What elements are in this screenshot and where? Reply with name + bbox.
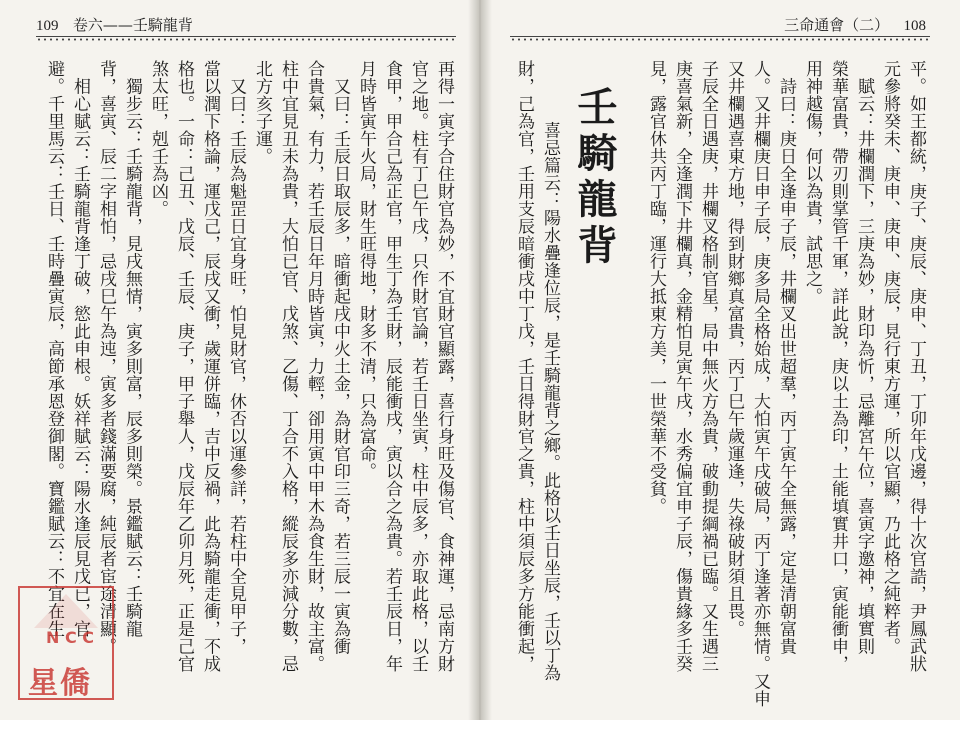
left-column: 柱中宜見丑未為貴，大怕已官、戊煞、乙傷、丁合不入格，縱辰多亦減分數，忌 [278,60,298,673]
right-header-dots [510,38,930,41]
left-column: 再得一寅字合住財官為妙，不宜財官顯露，喜行身旺及傷官、食神運，忌南方財 [434,60,454,673]
section-title: 壬騎龍背 [571,86,617,270]
right-running-header [784,14,926,35]
left-column: 當以潤下格論，運戊己，辰戌又衝，歲運併臨，吉中反禍，此為騎龍走衝，不成 [200,60,220,673]
left-header-title: 卷六——壬騎龍背 [72,16,193,34]
left-column: 相心賦云：壬騎龍背逢丁破，慾此申根。妖祥賦云：陽水逢辰見戊已，官 [70,60,90,638]
left-column: 官之地。柱有丁巳午戌，只作財官論，若壬日坐寅，柱中辰多，亦取此格，以壬 [408,60,428,673]
right-header-rule [510,36,930,37]
watermark-line2: 星僑 [28,666,92,701]
right-column: 榮華富貴，帶刃則掌管千軍，詳此說，庚以土為印，土能填實井口，寅能衝申， [828,60,848,673]
left-column: 背，喜寅、辰二字相怕，忌戌巳午為迍，寅多者錢滿要腐，純辰者宦途清顯。 [96,60,116,655]
right-column: 平。如王都統，庚子、庚辰、庚申、丁丑，丁卯年戊邊，得十次官誥，尹鳳武狀 [906,60,926,673]
left-column: 食甲，甲合己為正官，甲生丁為壬財，辰能衝戌，寅以合之為貴。若壬辰日，年 [382,60,402,673]
right-page-number: 108 [903,18,926,34]
left-column: 北方亥子運。 [252,60,272,165]
right-column: 庚喜氣新，全逢潤下井欄真，金精怕見寅午戌，水秀偏宜申子辰，傷貴緣多壬癸 [672,60,692,673]
left-column: 獨步云：壬騎龍背，見戌無情，寅多則富，辰多則榮。景鑑賦云：壬騎龍 [122,60,142,638]
book-gutter [468,0,492,720]
section-column: 財，己為官，壬用支辰暗衝戌中丁戊，壬日得財官之貴，柱中須辰多方能衝起， [514,60,534,673]
left-running-header [36,14,193,35]
watermark-stamp [18,586,114,700]
right-column: 又井欄遇喜東方地，得到財鄉真富貴，丙丁巳午歲運逢，失祿破財須且畏。 [724,60,744,638]
right-column: 人。又井欄庚日申子辰，庚多局全格始成，大怕寅午戌破局，丙丁逢著亦無情。又申 [750,60,770,708]
left-column: 避。千里馬云：壬日、壬時疊寅辰，高節承恩登御閣。寶鑑賦云：不宜在生 [44,60,64,638]
right-column: 見，露官休共丙丁臨，運行大抵東方美，一世榮華不受貧。 [646,60,666,515]
left-column: 又曰：壬辰為魁罡日宜身旺，怕見財官，休否以運參詳，若柱中全見甲子， [226,60,246,655]
left-column: 合貴氣，有力，若壬辰日年月時皆寅，力輕，卻用寅中甲木為食生財，故主富。 [304,60,324,673]
left-column: 又曰：壬辰日取辰多，暗衝起戌中火土金，為財官印三奇，若三辰一寅為衝 [330,60,350,655]
right-column: 元參將癸未、庚申、庚申、庚辰，見行東方運，所以官顯，乃此格之純粹者。 [880,60,900,655]
left-column: 格也。一命：己丑、戊辰、壬辰、庚子，甲子舉人，戊辰年乙卯月死，正是己官 [174,60,194,673]
right-column: 子辰全日遇庚，井欄叉格制官星，局中無火方為貴，破動提綱禍已臨。又生遇三 [698,60,718,673]
right-column: 用神越傷，何以為貴，試思之。 [802,60,822,305]
left-column: 月時皆寅午火局，財生旺得地，財多不清，只為富命。 [356,60,376,480]
right-column: 詩曰：庚日全逢申子辰，井欄叉出世超羣，丙丁寅午全無露，定是清朝富貴 [776,60,796,655]
watermark-line1: N C C [46,628,95,647]
left-header-rule [36,36,456,37]
right-column: 賦云：井欄潤下，三庚為妙，財印為忻，忌離宮午位，喜寅字邀神，填實則 [854,60,874,655]
left-column: 煞太旺，剋壬為凶。 [148,60,168,218]
right-header-title: 三命通會（二） [784,16,890,34]
section-column: 喜忌篇云：陽水疊逢位辰，是壬騎龍背之鄉。此格以壬日坐辰，壬以丁為 [540,104,560,682]
left-header-dots [36,38,456,41]
left-page-number: 109 [36,18,59,34]
watermark-triangle-icon [34,594,98,628]
